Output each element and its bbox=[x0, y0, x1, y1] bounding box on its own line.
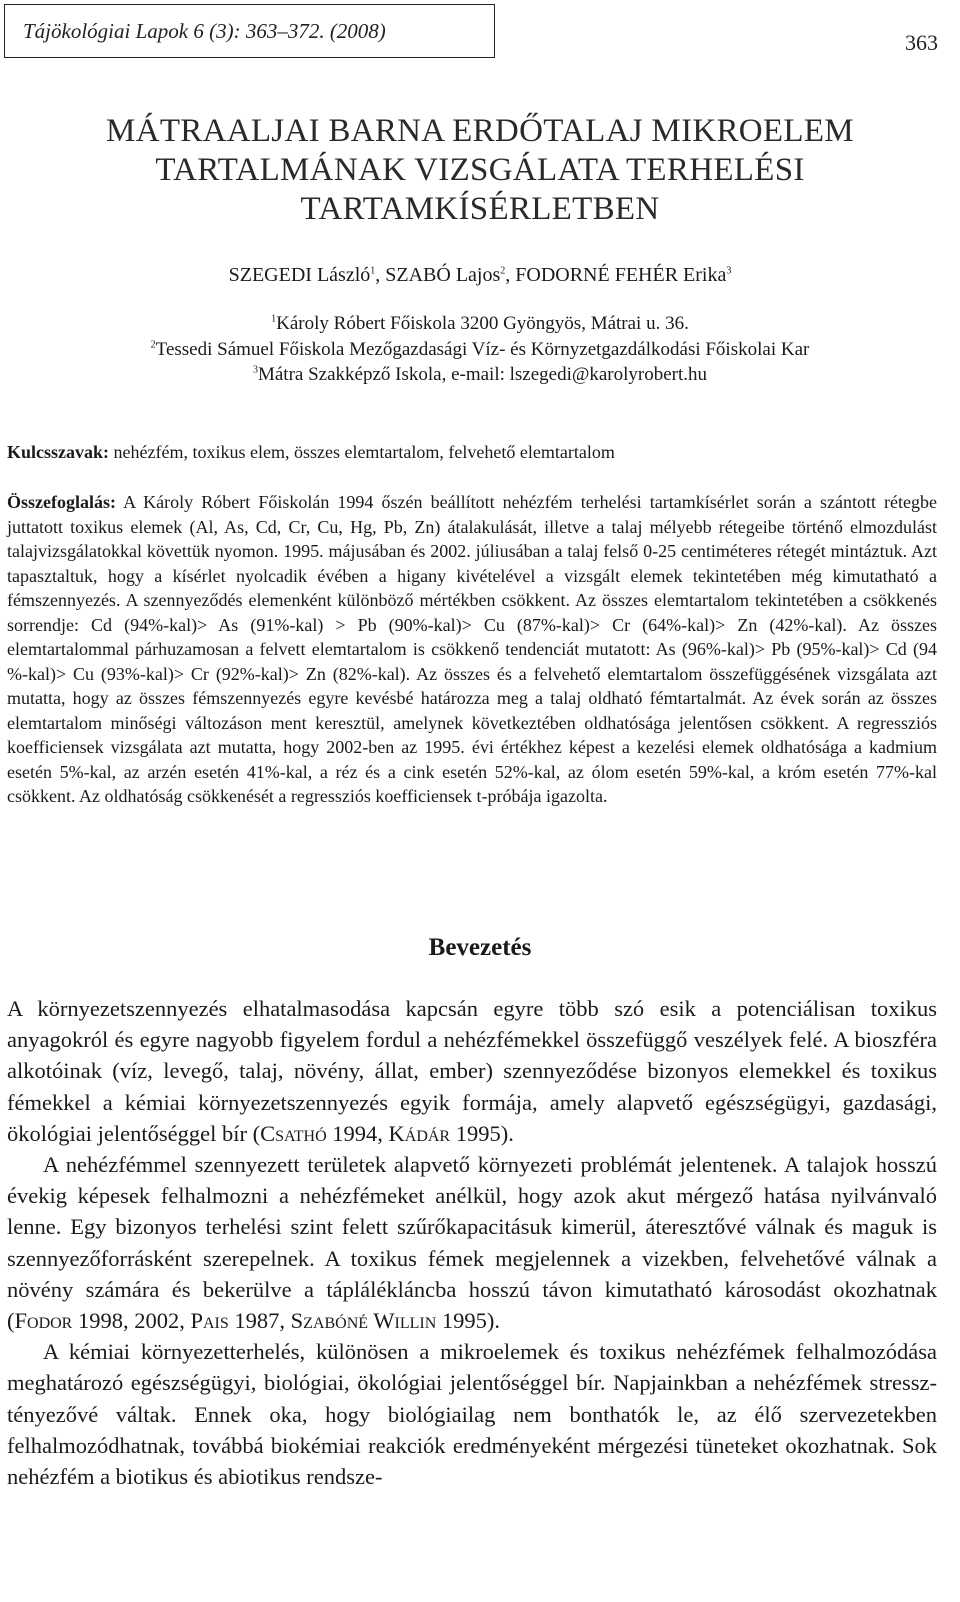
abstract-label: Összefoglalás: bbox=[7, 492, 116, 512]
title-line-2: TARTALMÁNAK VIZSGÁLATA TERHELÉSI bbox=[155, 152, 805, 188]
paragraph-text: 1994, bbox=[326, 1120, 389, 1146]
keywords-text: nehézfém, toxikus elem, összes elemtartalom, felvehető elemtartalom bbox=[109, 442, 615, 462]
affiliation bbox=[40, 339, 920, 361]
journal-citation: Tájökológiai Lapok 6 (3): 363–372. (2008) bbox=[23, 18, 386, 43]
affiliation-marker: 1 bbox=[271, 313, 277, 325]
article-title bbox=[40, 112, 920, 229]
author-name: FODORNÉ FEHÉR Erika bbox=[515, 264, 727, 286]
keywords bbox=[7, 440, 945, 464]
journal-citation-box bbox=[4, 4, 495, 58]
paragraph-text: 1998, 2002, bbox=[72, 1308, 191, 1334]
body-text bbox=[7, 993, 937, 1492]
affiliation-text: Mátra Szakképző Iskola, e-mail: lszegedi@karolyrobert.hu bbox=[257, 364, 708, 385]
author-affil-marker: 1 bbox=[370, 265, 376, 277]
author-affil-marker: 2 bbox=[500, 265, 506, 277]
citation-author: Pais bbox=[190, 1308, 229, 1334]
affiliation-marker: 3 bbox=[252, 364, 258, 376]
paragraph bbox=[7, 993, 937, 1149]
affiliation-text: Károly Róbert Főiskola 3200 Gyöngyös, Mátrai u. 36. bbox=[276, 313, 689, 334]
page-number: 363 bbox=[905, 30, 938, 55]
paragraph-text: A környezetszennyezés elhatalmasodása kapcsán egyre több szó esik a potenciálisan toxikus anyagokról és egyre nagyobb figyelem fordul a nehézfémekkel összefüggő veszélyek felé. A bioszféra alkotóinak (víz, levegő, talaj, növény, állat, ember) szennyeződése bizonyos elemekkel és toxikus fémekkel a kémiai környezetszennyezés egyik formája, amely alapvető egészségügyi, gazdasági, ökológiai jelentőséggel bír ( bbox=[7, 996, 937, 1146]
paragraph-text: 1995). bbox=[450, 1120, 514, 1146]
author-name: SZABÓ Lajos bbox=[385, 264, 501, 286]
title-line-3: TARTAMKÍSÉRLETBEN bbox=[300, 191, 660, 227]
paragraph bbox=[7, 1149, 937, 1336]
paragraph-text: A kémiai környezetterhelés, különösen a mikroelemek és toxikus nehézfémek felhalmozódása meghatározó egészségügyi, biológiai, ökológiai jelentőséggel bír. Napjainkban a nehézfémek stressz-tényezővé váltak. Ennek oka, hogy biológiailag nem bonthatók le, az élő szervezetekben felhalmozódhatnak, továbbá biokémiai reakciók eredményeként mérgezési tüneteket okozhatnak. Sok nehézfém a biotikus és abiotikus rendsze- bbox=[7, 1339, 937, 1490]
paragraph-text: A nehézfémmel szennyezett területek alapvető környezeti problémát jelentenek. A talajok hosszú évekig képesek felhalmozni a nehézfémeket anélkül, hogy azok akut mérgező hatása nyilvánvaló lenne. Egy bizonyos terhelési szint felett szűrőkapacitásuk kimerül, áteresztővé válnak és maguk is szennyezőforrásként szerepelnek. A toxikus fémek megjelennek a vizekben, felvehetővé válnak a növény számára és bekerülve a táplálékláncba hosszú távon kimutatható károsodást okozhatnak ( bbox=[7, 1152, 937, 1334]
author-affil-marker: 3 bbox=[726, 265, 732, 277]
paragraph bbox=[7, 1336, 937, 1492]
affiliation-marker: 2 bbox=[150, 339, 156, 351]
citation-author: Kádár bbox=[388, 1120, 451, 1146]
author-separator: , bbox=[505, 264, 516, 286]
title-line-1: MÁTRAALJAI BARNA ERDŐTALAJ MIKROELEM bbox=[106, 113, 854, 149]
author-name: SZEGEDI László bbox=[228, 264, 371, 286]
affiliation-text: Tessedi Sámuel Főiskola Mezőgazdasági Víz- és Környzetgazdálkodási Főiskolai Kar bbox=[155, 339, 810, 360]
citation-author: Csathó bbox=[260, 1120, 327, 1146]
affiliation bbox=[40, 364, 920, 386]
paragraph-text: 1995). bbox=[436, 1308, 501, 1334]
section-heading: Bevezetés bbox=[428, 934, 532, 961]
author-list bbox=[40, 264, 920, 287]
keywords-label: Kulcsszavak: bbox=[7, 442, 110, 462]
abstract-text: A Károly Róbert Főiskolán 1994 őszén beállított nehézfém terhelési tartamkísérlet során a szántott rétegbe juttatott toxikus elemek (Al, As, Cd, Cr, Cu, Hg, Pb, Zn) átalakulását, illetve a talaj mélyebb rétegeibe történő elmozdulást talajvizsgálatokkal követtük nyomon. 1995. májusában és 2002. júliusában a talaj felső 0-25 centiméteres rétegét mintáztuk. Azt tapasztaltuk, hogy a kísérlet nyolcadik évében a higany kivételével a vizsgált elemek tekintetében még kimutatható a fémszennyezés. A szennyeződés elemenként különböző mértékben csökkent. Az összes elemtartalom tekintetében a csökkenés sorrendje: Cd (94%-kal)> As (91%-kal) > Pb (90%-kal)> Cu (87%-kal)> Cr (64%-kal)> Zn (42%-kal). Az összes elemtartalommal párhuzamosan a felvett elemtartalom is csökkenő tendenciát mutatott: As (96%-kal)> Pb (95%-kal)> Cd (94 %-kal)> Cu (93%-kal)> Cr (92%-kal)> Zn (82%-kal). Az összes és a felvehető elemtartalom összefüggésének vizsgálata azt mutatta, hogy az összes fémszennyezés egyre kevésbé határozza meg a talaj oldható fémtartalmát. Az évek során az összes elemtartalom minőségi változáson ment keresztül, amelynek következtében oldhatósága jelentősen csökkent. A regressziós koefficiensek vizsgálata azt mutatta, hogy 2002-ben az 1995. évi értékhez képest a kezelési elemek oldhatósága a kadmium esetén 5%-kal, az arzén esetén 41%-kal, a réz és a cink esetén 52%-kal, az ólom esetén 59%-kal, a króm esetén 77%-kal csökkent. Az oldhatóság csökkenését a regressziós koefficiensek t-próbája igazolta. bbox=[7, 492, 937, 806]
paragraph-text: 1987, bbox=[228, 1308, 291, 1334]
author-separator: , bbox=[375, 264, 386, 286]
abstract bbox=[7, 490, 937, 809]
affiliation bbox=[40, 313, 920, 335]
citation-author: Fodor bbox=[14, 1308, 73, 1334]
citation-author: Szabóné Willin bbox=[290, 1308, 437, 1334]
